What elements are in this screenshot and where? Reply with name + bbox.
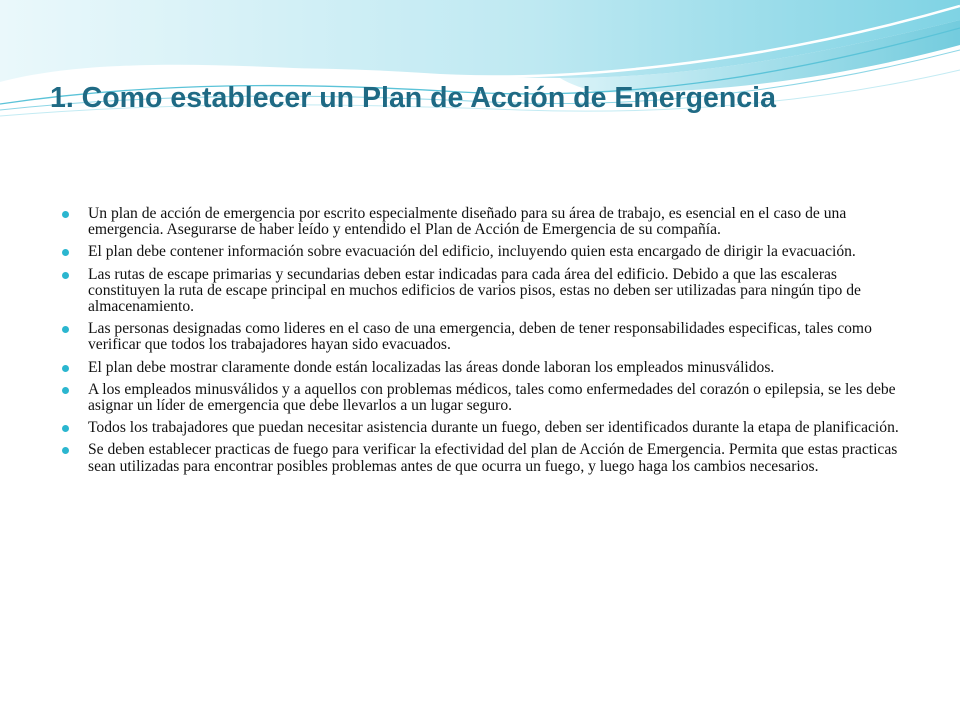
bullet-dot-icon [62, 272, 69, 279]
bullet-dot-icon [62, 447, 69, 454]
bullet-text: Todos los trabajadores que puedan necesitar asistencia durante un fuego, deben ser identificados durante la etapa de planificación. [88, 419, 899, 437]
bullet-text: El plan debe contener información sobre evacuación del edificio, incluyendo quien esta encargado de dirigir la evacuación. [88, 243, 856, 261]
bullet-item [62, 442, 912, 474]
bullet-item [62, 321, 912, 353]
bullet-text: Las rutas de escape primarias y secundarias deben estar indicadas para cada área del edificio. Debido a que las escaleras constituyen la ruta de escape principal en muchos edificios de varios pisos, estas no deben ser utilizadas para ningún tipo de almacenamiento. [88, 265, 861, 316]
bullet-dot-icon [62, 425, 69, 432]
bullet-text: A los empleados minusválidos y a aquellos con problemas médicos, tales como enfermedades del corazón o epilepsia, se les debe asignar un líder de emergencia que debe llevarlos a un lugar seguro. [88, 380, 896, 415]
bullet-dot-icon [62, 387, 69, 394]
bullet-item [62, 267, 912, 316]
bullet-item [62, 420, 912, 436]
bullet-dot-icon [62, 249, 69, 256]
bullet-dot-icon [62, 211, 69, 218]
slide-title: 1. Como establecer un Plan de Acción de Emergencia [50, 82, 776, 114]
decorative-wave-header [0, 0, 960, 140]
bullet-list [62, 206, 912, 481]
bullet-text: El plan debe mostrar claramente donde están localizadas las áreas donde laboran los empleados minusválidos. [88, 358, 775, 376]
bullet-text: Un plan de acción de emergencia por escrito especialmente diseñado para su área de trabajo, es esencial en el caso de una emergencia. Asegurarse de haber leído y entendido el Plan de Acción de Emergencia de su compañía. [88, 205, 847, 239]
bullet-item [62, 244, 912, 260]
bullet-item [62, 206, 912, 238]
bullet-dot-icon [62, 326, 69, 333]
bullet-text: Las personas designadas como lideres en el caso de una emergencia, deben de tener responsabilidades especificas, tales como verificar que todos los trabajadores hayan sido evacuados. [88, 320, 872, 354]
bullet-item [62, 382, 912, 414]
bullet-dot-icon [62, 365, 69, 372]
bullet-text: Se deben establecer practicas de fuego para verificar la efectividad del plan de Acción de Emergencia. Permita que estas practicas sean utilizadas para encontrar posibles problemas antes de que ocurra un fuego, y luego haga los cambios necesarios. [88, 441, 898, 475]
bullet-item [62, 360, 912, 376]
